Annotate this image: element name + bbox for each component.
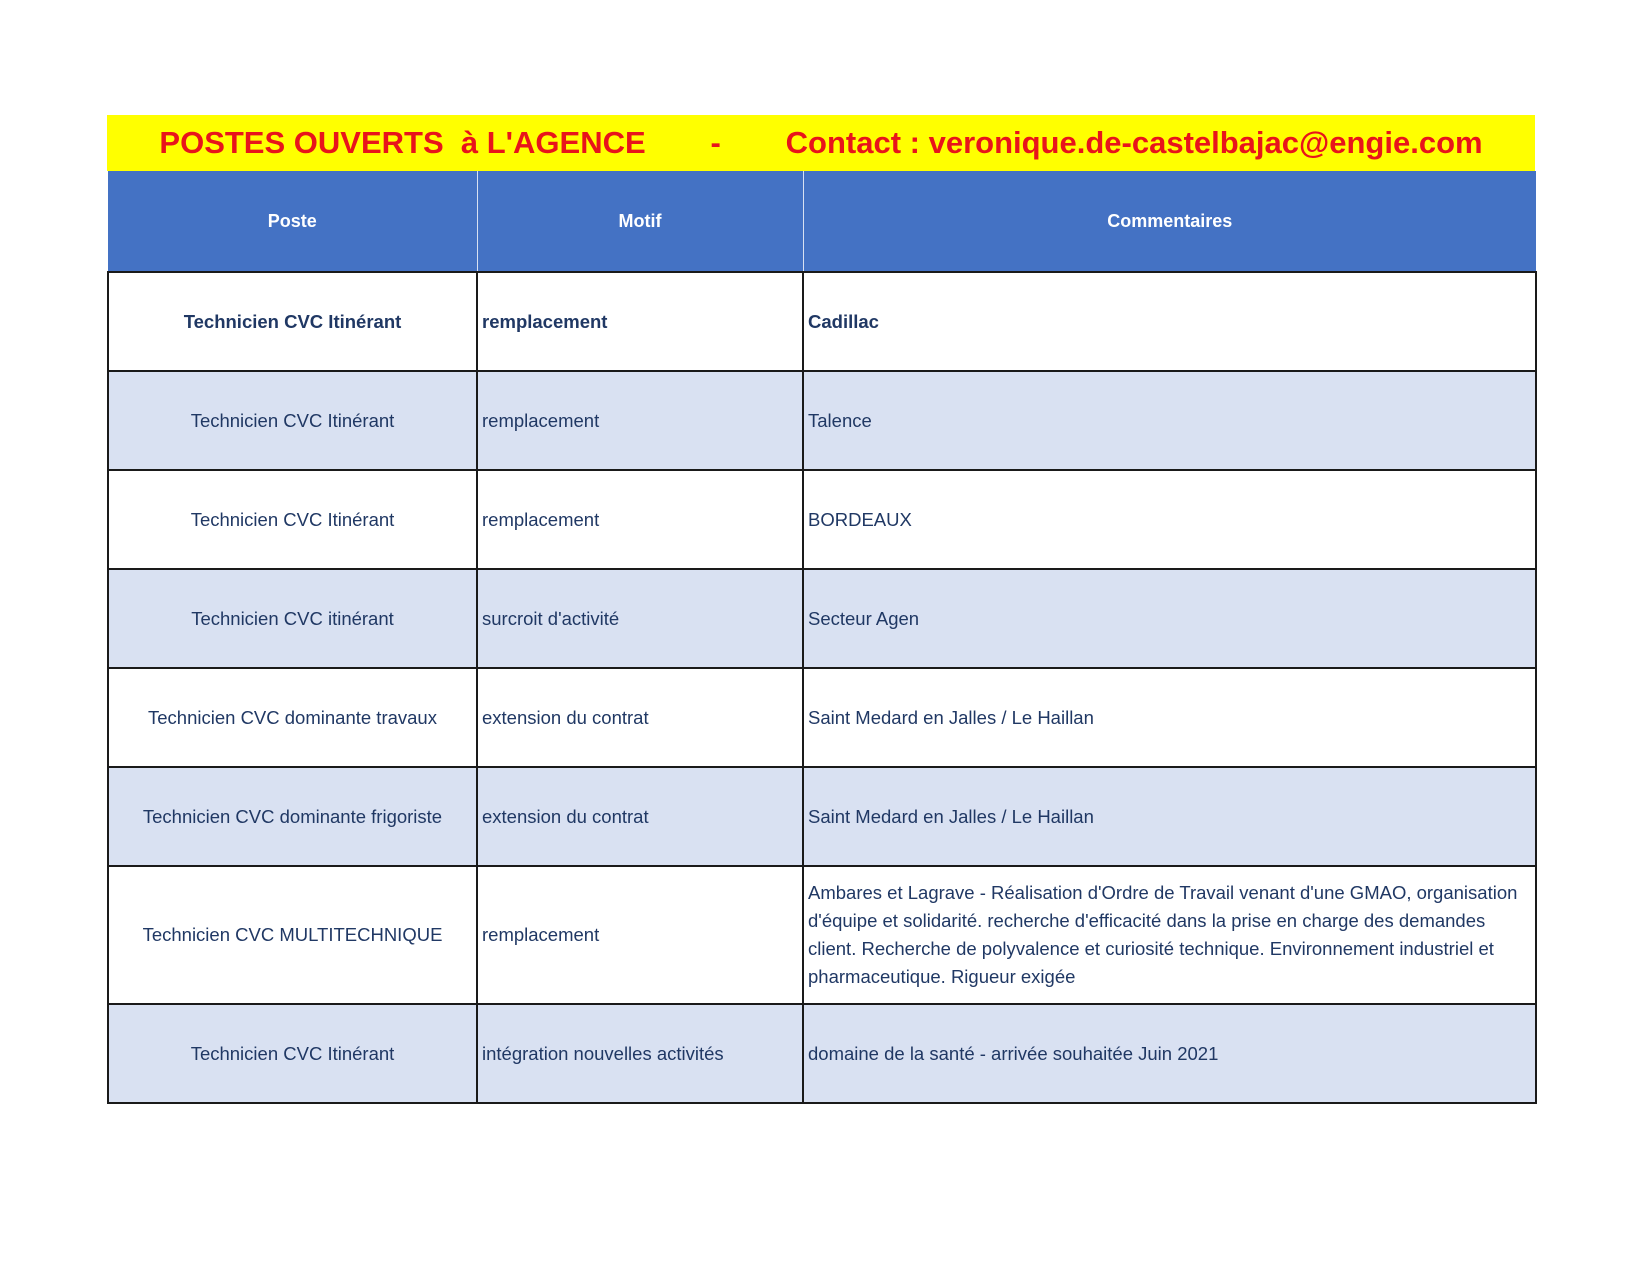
cell-motif: remplacement (477, 866, 803, 1004)
cell-motif: remplacement (477, 272, 803, 371)
header-poste: Poste (108, 171, 477, 272)
table-row (108, 569, 1536, 668)
cell-motif: extension du contrat (477, 767, 803, 866)
table-row (108, 668, 1536, 767)
cell-commentaires: Saint Medard en Jalles / Le Haillan (803, 767, 1536, 866)
header-row (108, 171, 1536, 272)
table-row (108, 470, 1536, 569)
title-separator: - (710, 125, 721, 160)
table-row (108, 767, 1536, 866)
cell-poste: Technicien CVC dominante travaux (108, 668, 477, 767)
cell-commentaires: Cadillac (803, 272, 1536, 371)
cell-motif: remplacement (477, 371, 803, 470)
table-row (108, 1004, 1536, 1103)
cell-poste: Technicien CVC MULTITECHNIQUE (108, 866, 477, 1004)
cell-poste: Technicien CVC Itinérant (108, 1004, 477, 1103)
header-commentaires: Commentaires (803, 171, 1536, 272)
cell-poste: Technicien CVC dominante frigoriste (108, 767, 477, 866)
cell-commentaires: Ambares et Lagrave - Réalisation d'Ordre de Travail venant d'une GMAO, organisation d'équipe et solidarité. recherche d'efficacité dans la prise en charge des demandes client. Recherche de polyvalence et curiosité technique. Environnement industriel et pharmaceutique. Rigueur exigée (803, 866, 1536, 1004)
cell-commentaires: domaine de la santé - arrivée souhaitée Juin 2021 (803, 1004, 1536, 1103)
header-motif: Motif (477, 171, 803, 272)
cell-poste: Technicien CVC Itinérant (108, 272, 477, 371)
cell-motif: extension du contrat (477, 668, 803, 767)
contact-email: Contact : veronique.de-castelbajac@engie.com (785, 125, 1483, 160)
jobs-table (107, 171, 1537, 1104)
cell-poste: Technicien CVC Itinérant (108, 470, 477, 569)
cell-poste: Technicien CVC itinérant (108, 569, 477, 668)
cell-commentaires: Secteur Agen (803, 569, 1536, 668)
title-banner (107, 115, 1535, 171)
cell-motif: surcroit d'activité (477, 569, 803, 668)
table-row (108, 371, 1536, 470)
job-openings-sheet (107, 115, 1535, 1104)
cell-motif: remplacement (477, 470, 803, 569)
cell-motif: intégration nouvelles activités (477, 1004, 803, 1103)
cell-commentaires: BORDEAUX (803, 470, 1536, 569)
table-row (108, 272, 1536, 371)
cell-commentaires: Saint Medard en Jalles / Le Haillan (803, 668, 1536, 767)
cell-poste: Technicien CVC Itinérant (108, 371, 477, 470)
cell-commentaires: Talence (803, 371, 1536, 470)
title-text: POSTES OUVERTS à L'AGENCE (159, 125, 646, 160)
table-row (108, 866, 1536, 1004)
